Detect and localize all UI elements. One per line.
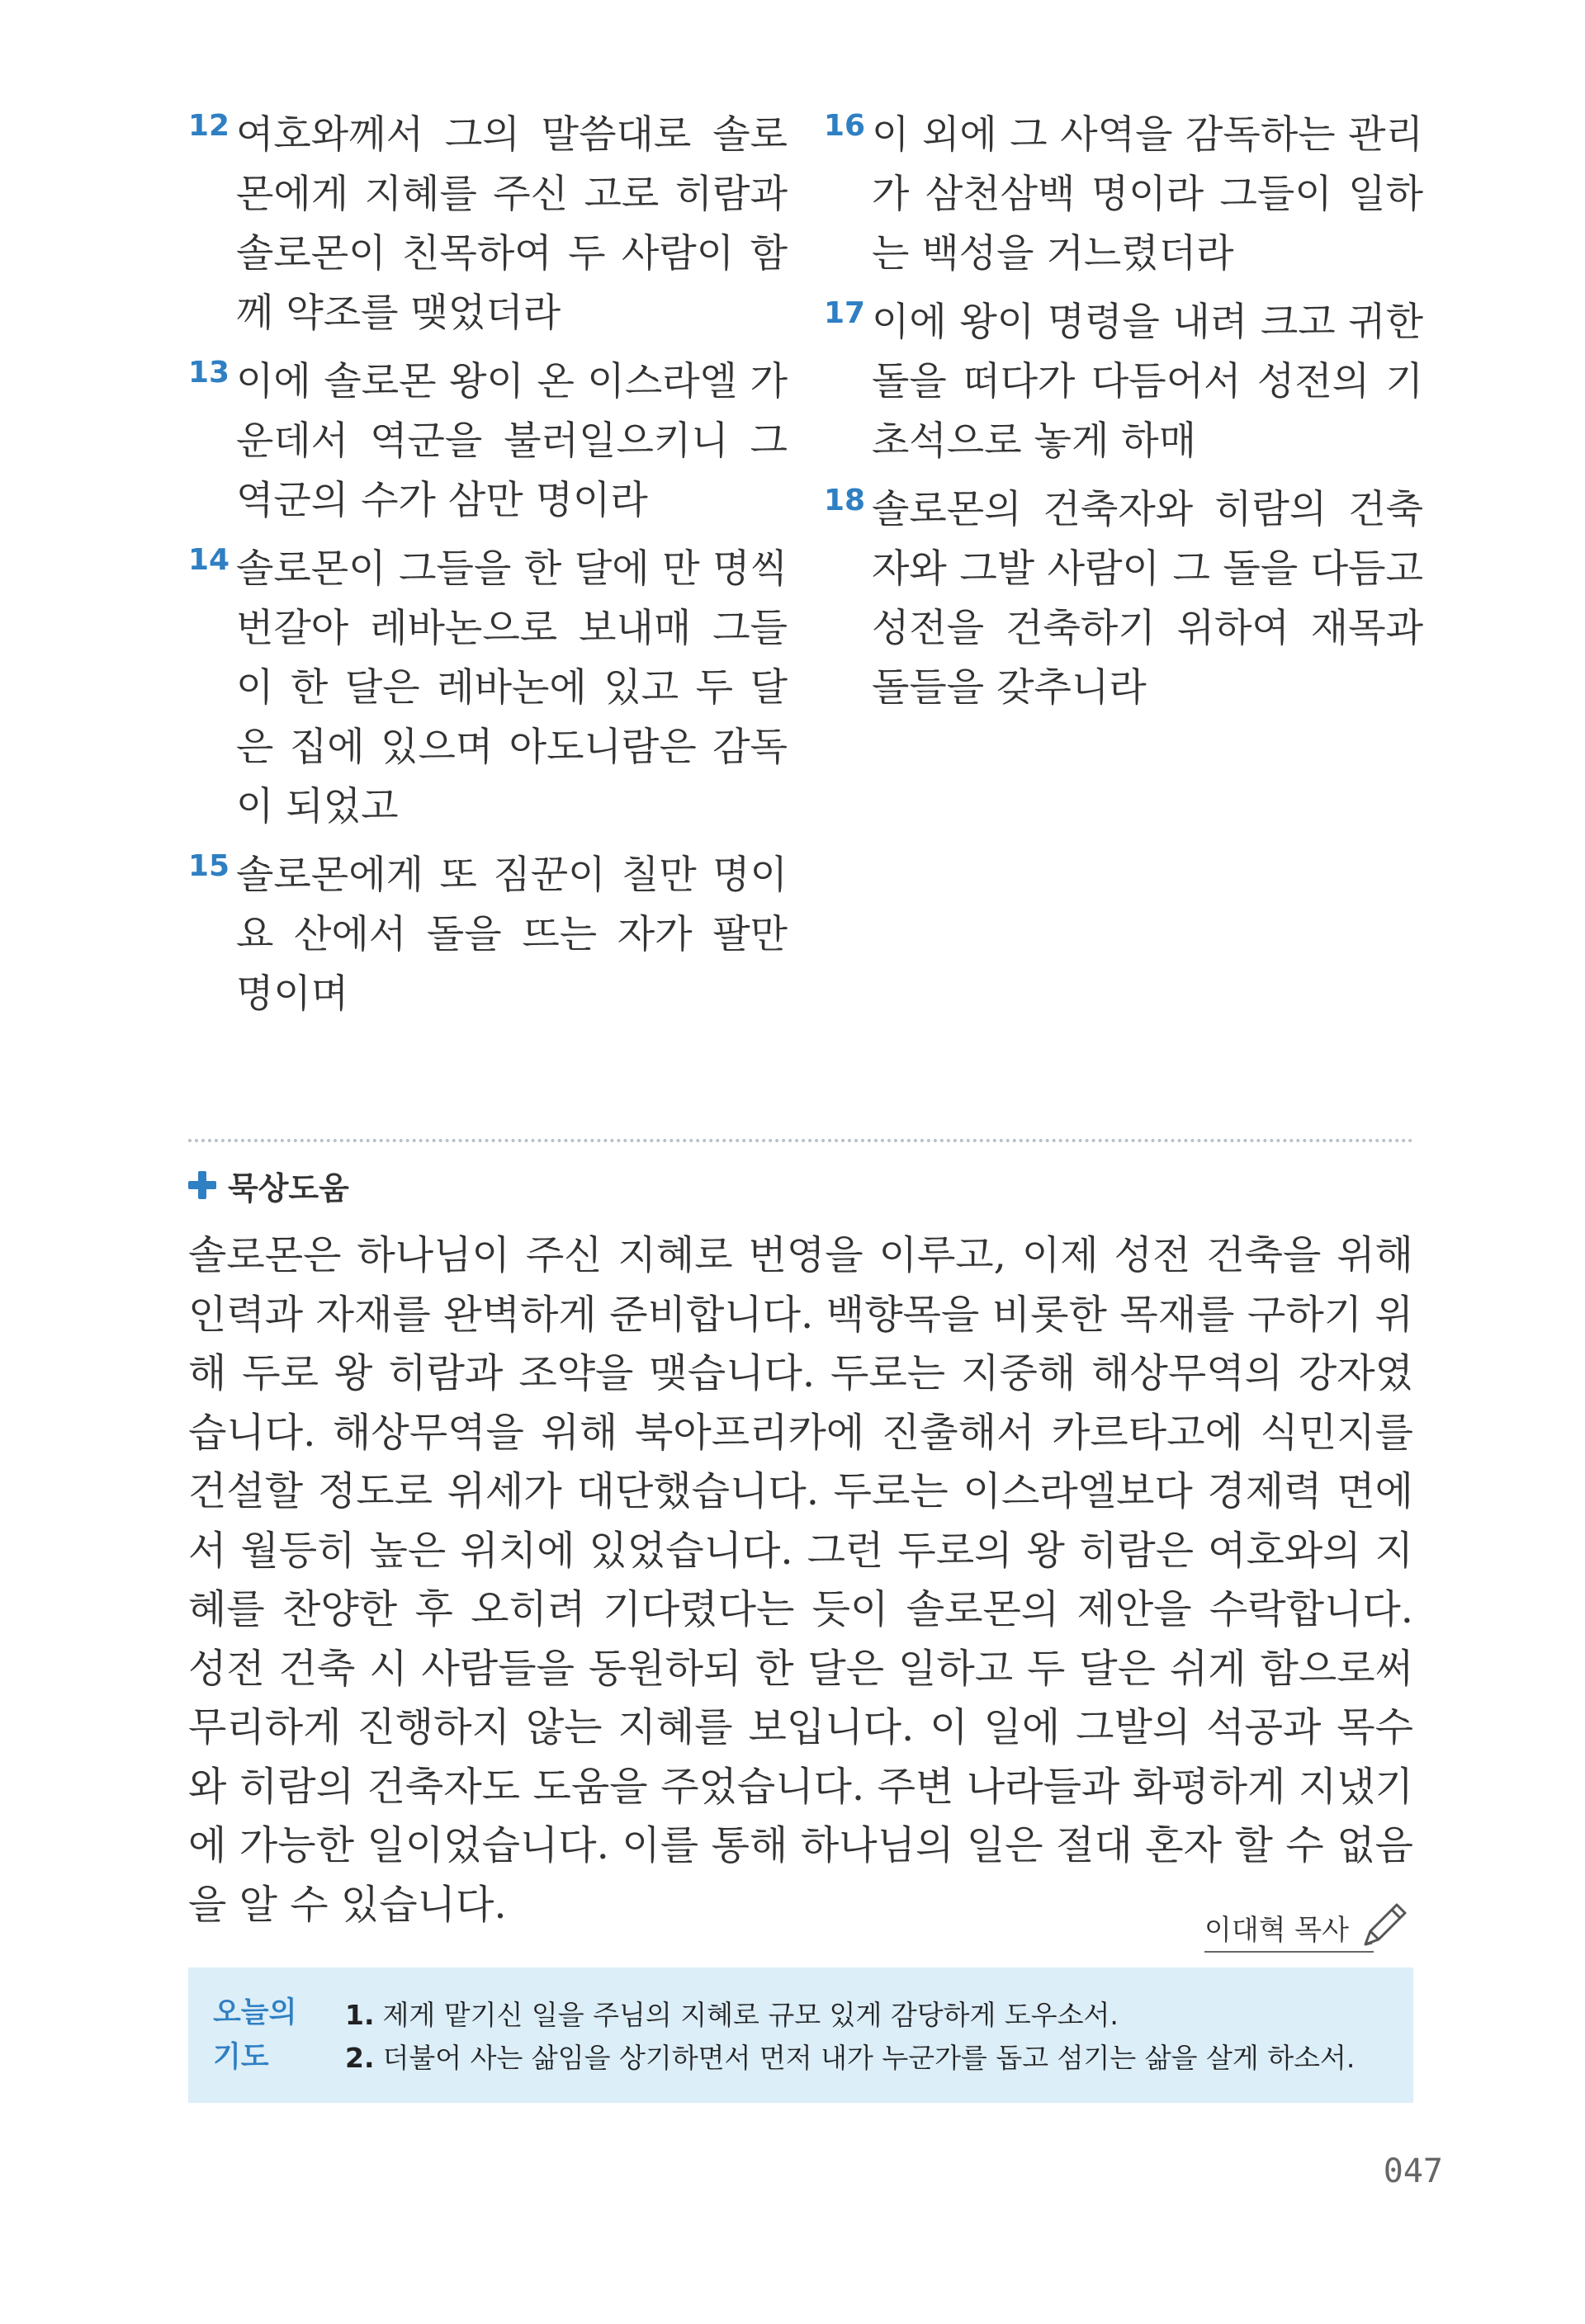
verse-number: 13 — [188, 356, 230, 390]
prayer-item — [345, 1994, 1397, 2037]
prayer-box — [188, 1967, 1413, 2103]
prayer-label-line1: 오늘의 — [213, 1996, 297, 2029]
verse-number: 18 — [824, 484, 866, 517]
verse — [824, 480, 1423, 718]
verse-number: 12 — [188, 109, 230, 143]
meditation-title: 묵상도움 — [228, 1169, 349, 1207]
verse-number: 15 — [188, 849, 230, 883]
author-signature — [1204, 1895, 1412, 1953]
prayer-label — [213, 1991, 312, 2080]
verse-text: 이에 솔로몬 왕이 온 이스라엘 가운데서 역군을 불러일으키니 그 역군의 수가 삼만 명이라 — [236, 359, 788, 523]
verse-number: 16 — [824, 109, 866, 143]
prayer-item-text: 제게 맡기신 일을 주님의 지혜로 규모 있게 감당하게 도우소서. — [382, 1999, 1119, 2031]
scripture-columns — [188, 106, 1423, 1030]
verse-number: 17 — [824, 296, 866, 330]
prayer-item-text: 더불어 사는 삶임을 상기하면서 먼저 내가 누군가를 돕고 섬기는 삶을 살게 하소서. — [382, 2042, 1356, 2074]
verse-text: 솔로몬의 건축자와 히람의 건축자와 그발 사람이 그 돌을 다듬고 성전을 건축하기 위하여 재목과 돌들을 갖추니라 — [872, 487, 1423, 711]
scripture-column-left — [188, 106, 788, 1033]
author-name: 이대혁 목사 — [1204, 1907, 1374, 1953]
verse — [188, 352, 788, 531]
page-number: 047 — [1383, 2152, 1443, 2190]
prayer-item-number: 1. — [345, 1999, 375, 2031]
verse — [188, 846, 788, 1024]
verse-text: 솔로몬이 그들을 한 달에 만 명씩 번갈아 레바논으로 보내매 그들이 한 달은 레바논에 있고 두 달은 집에 있으며 아도니람은 감독이 되었고 — [236, 546, 788, 829]
verse — [824, 106, 1423, 284]
verse-text: 솔로몬에게 또 짐꾼이 칠만 명이요 산에서 돌을 뜨는 자가 팔만 명이며 — [236, 853, 788, 1017]
pencil-icon — [1357, 1898, 1412, 1953]
prayer-label-line2: 기도 — [213, 2041, 269, 2074]
dotted-divider — [188, 1139, 1413, 1142]
verse — [188, 540, 788, 837]
verse-number: 14 — [188, 543, 230, 577]
verse-text: 여호와께서 그의 말씀대로 솔로몬에게 지혜를 주신 고로 히람과 솔로몬이 친목하여 두 사람이 함께 약조를 맺었더라 — [236, 112, 788, 336]
meditation-heading — [188, 1160, 349, 1210]
meditation-body: 솔로몬은 하나님이 주신 지혜로 번영을 이루고, 이제 성전 건축을 위해 인력과 자재를 완벽하게 준비합니다. 백향목을 비롯한 목재를 구하기 위해 두로 왕 히람과 조약을 맺습니다. 두로는 지중해 해상무역의 강자였습니다. 해상무역을 위해 북아프리카에 진출해서 카르타고에 식민지를 건설할 정도로 위세가 대단했습니다. 두로는 이스라엘보다 경제력 면에서 월등히 높은 위치에 있었습니다. 그런 두로의 왕 히람은 여호와의 지혜를 찬양한 후 오히려 기다렸다는 듯이 솔로몬의 제안을 수락합니다. 성전 건축 시 사람들을 동원하되 한 달은 일하고 두 달은 쉬게 함으로써 무리하게 진행하지 않는 지혜를 보입니다. 이 일에 그발의 석공과 목수와 히람의 건축자도 도움을 주었습니다. 주변 나라들과 화평하게 지냈기에 가능한 일이었습니다. 이를 통해 하나님의 일은 절대 혼자 할 수 없음을 알 수 있습니다. — [188, 1232, 1413, 1928]
verse-text: 이 외에 그 사역을 감독하는 관리가 삼천삼백 명이라 그들이 일하는 백성을 거느렸더라 — [872, 112, 1423, 276]
scripture-column-right — [824, 106, 1423, 727]
verse-text: 이에 왕이 명령을 내려 크고 귀한 돌을 떠다가 다듬어서 성전의 기초석으로 놓게 하매 — [872, 300, 1423, 464]
prayer-item — [345, 2037, 1397, 2080]
prayer-list — [345, 1994, 1397, 2080]
verse — [824, 293, 1423, 471]
prayer-item-number: 2. — [345, 2042, 375, 2074]
plus-icon — [188, 1171, 216, 1199]
verse — [188, 106, 788, 343]
